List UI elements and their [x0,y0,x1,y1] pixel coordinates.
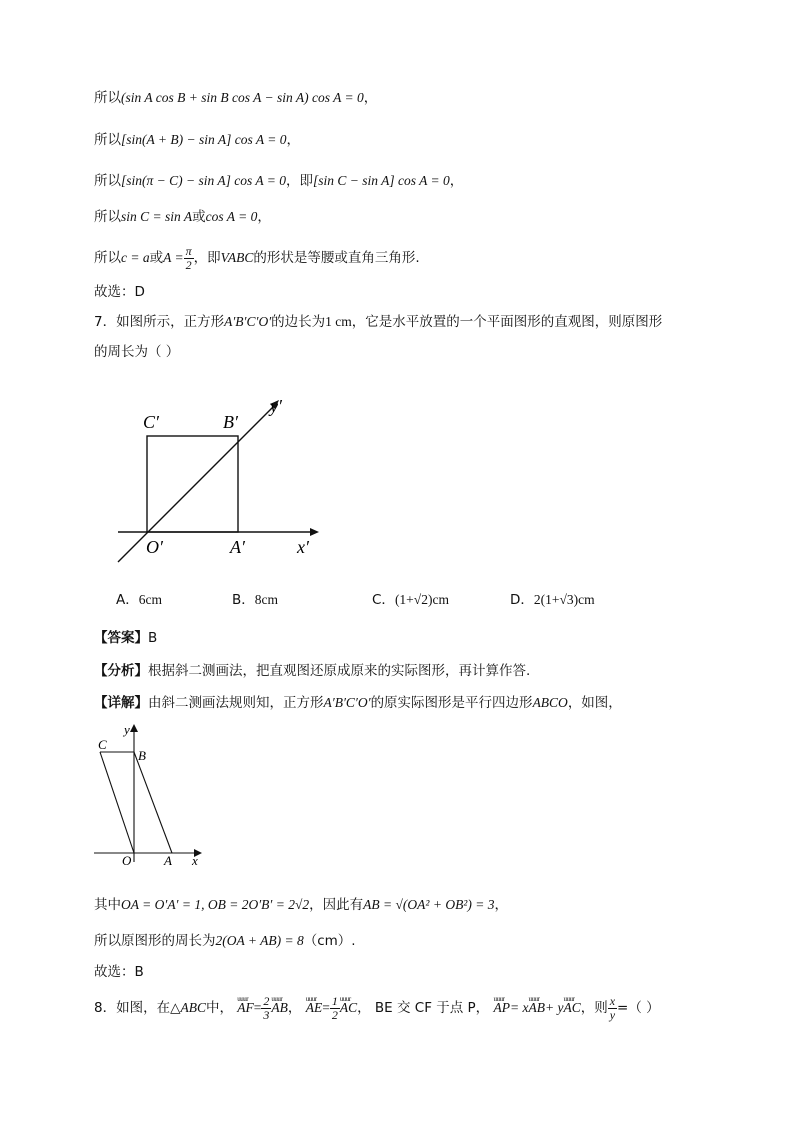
fraction-numerator: 2 [263,993,270,1008]
math-expression: [sin(π − C) − sin A] cos A = 0 [121,173,286,188]
fraction-denominator: 2 [185,257,192,272]
question-7-line-1 [94,312,662,332]
question-8-line [94,994,660,1022]
math-expression: A′B′C′O′ [323,695,371,710]
choice-c[interactable] [372,590,449,610]
solution-line-5 [94,244,420,272]
text: ，如图， [567,695,622,711]
math-expression: (sin A cos B + sin B cos A − sin A) cos A = 0 [121,90,364,105]
parallelogram-figure [90,720,210,870]
label-c: C [98,737,107,752]
text: （cm）. [303,933,356,949]
detail-line [94,693,622,713]
text: 所以 [94,250,121,266]
label-b: B [138,748,146,763]
vector-ac: uuur AC [563,994,580,1022]
choice-letter: C． [372,592,395,608]
vector-af: uuur AF [237,994,254,1022]
fraction-denominator: y [609,1007,616,1022]
fraction [184,245,194,272]
x-arrow-icon [310,528,319,536]
y-arrow-icon [130,724,138,732]
fraction [261,995,271,1022]
text: 7．如图所示，正方形 [94,314,225,330]
text: 中， [205,1000,233,1016]
text: 8．如图，在 [94,1000,171,1016]
analysis-text: 根据斜二测画法，把直观图还原成原来的实际图形，再计算作答. [148,663,531,679]
text: 其中 [94,897,121,913]
label-a: A [164,853,172,868]
text: 的边长为 [271,314,326,330]
choice-letter: A． [116,592,139,608]
math-expression: OA = O′A′ = 1, OB = 2O′B′ = 2√2 [121,897,310,912]
text: = [322,1000,330,1015]
fraction-numerator: x [609,993,616,1008]
oblique-projection-figure [110,390,340,570]
text: 所以 [94,209,121,225]
text: ， [363,90,378,106]
text: ，则 [580,1000,608,1016]
fraction-denominator: 2 [331,1007,338,1022]
text: ， [257,209,271,225]
choice-d[interactable] [510,590,595,610]
label-x-prime: x′ [297,537,309,557]
math-expression: [sin(A + B) − sin A] cos A = 0 [121,132,287,147]
solution-line-2 [94,130,300,150]
text: 的形状是等腰或直角三角形. [253,250,420,266]
fraction-numerator: 1 [331,993,338,1008]
segment-ba [134,752,172,853]
text: ，即 [286,173,313,189]
text: 由斜二测画法规则知，正方形 [148,695,324,711]
choice-value: 2(1+√3)cm [533,592,595,607]
text: 或 [192,209,206,225]
choice-value: 8cm [254,592,279,607]
text: ， [357,1000,371,1016]
text: ，它是水平放置的一个平面图形的直观图，则原图形 [351,314,663,330]
text: 所以 [94,90,121,106]
vector-ap: uuur AP [493,994,510,1022]
answer-text: B [148,630,158,646]
text: 所以 [94,173,121,189]
choice-value: 6cm [138,592,162,607]
text: 或 [149,250,164,266]
square [147,436,238,532]
answer-choice-line: 故选：D [94,284,145,300]
math-expression: 1 cm [325,314,352,329]
answer-tag: 【答案】 [94,630,148,646]
solution-line-3 [94,171,463,191]
math-expression: △ABC [170,1000,206,1015]
text: ， [494,897,508,913]
solution-line-1 [94,88,377,108]
analysis-tag: 【分析】 [94,663,148,679]
text: + y [544,1000,564,1015]
text: ，因此有 [309,897,364,913]
math-expression: A′B′C′O′ [224,314,272,329]
vector-ab: uuur AB [271,994,288,1022]
calculation-line-1 [94,895,508,915]
math-expression: sin C = sin A [121,209,193,224]
question-7-line-2: 的周长为（ ） [94,344,180,360]
text: 的原实际图形是平行四边形 [370,695,533,711]
choice-value: (1+√2)cm [394,592,449,607]
text: ， [287,1000,302,1016]
text: 所以原图形的周长为 [94,933,216,949]
vector-ab: uuur AB [528,994,545,1022]
math-expression: c = a [121,250,150,265]
text: =（ ） [617,1000,660,1016]
label-c-prime: C′ [143,412,159,432]
math-expression: cos A = 0 [205,209,258,224]
label-b-prime: B′ [223,412,238,432]
detail-tag: 【详解】 [94,695,148,711]
text: ， [286,132,300,148]
label-x: x [192,853,198,868]
calculation-line-2 [94,931,356,951]
choice-b[interactable] [232,590,278,610]
choice-letter: D． [510,592,534,608]
text: ， [449,173,464,189]
analysis-line [94,661,530,681]
math-expression: [sin C − sin A] cos A = 0 [313,173,450,188]
y-axis [118,405,275,562]
segment-co [100,752,134,853]
vector-ae: uuur AE [306,994,323,1022]
solution-line-4 [94,207,271,227]
fraction-numerator: π [185,243,192,258]
fraction [608,995,617,1022]
fraction-denominator: 3 [263,1007,270,1022]
text: = [253,1000,262,1015]
vector-ac: uuur AC [340,994,357,1022]
choice-letter: B． [232,592,255,608]
text: = x [509,1000,529,1015]
answer-line [94,628,157,648]
math-expression: AB = √(OA² + OB²) = 3 [363,897,495,912]
final-answer-line: 故选：B [94,964,144,980]
label-o: O [122,853,132,868]
text: ，即 [193,250,221,266]
fraction [330,995,340,1022]
math-expression: VABC [220,250,254,265]
text: BE 交 CF 于点 P， [374,1000,490,1016]
label-y: y [124,722,130,737]
text: 所以 [94,132,121,148]
label-y-prime: y′ [270,396,282,416]
label-o-prime: O′ [146,537,163,557]
choice-a[interactable] [116,590,162,610]
math-expression: A = [163,250,184,265]
math-expression: 2(OA + AB) = 8 [215,933,304,948]
label-a-prime: A′ [230,537,245,557]
math-expression: ABCO [532,695,568,710]
